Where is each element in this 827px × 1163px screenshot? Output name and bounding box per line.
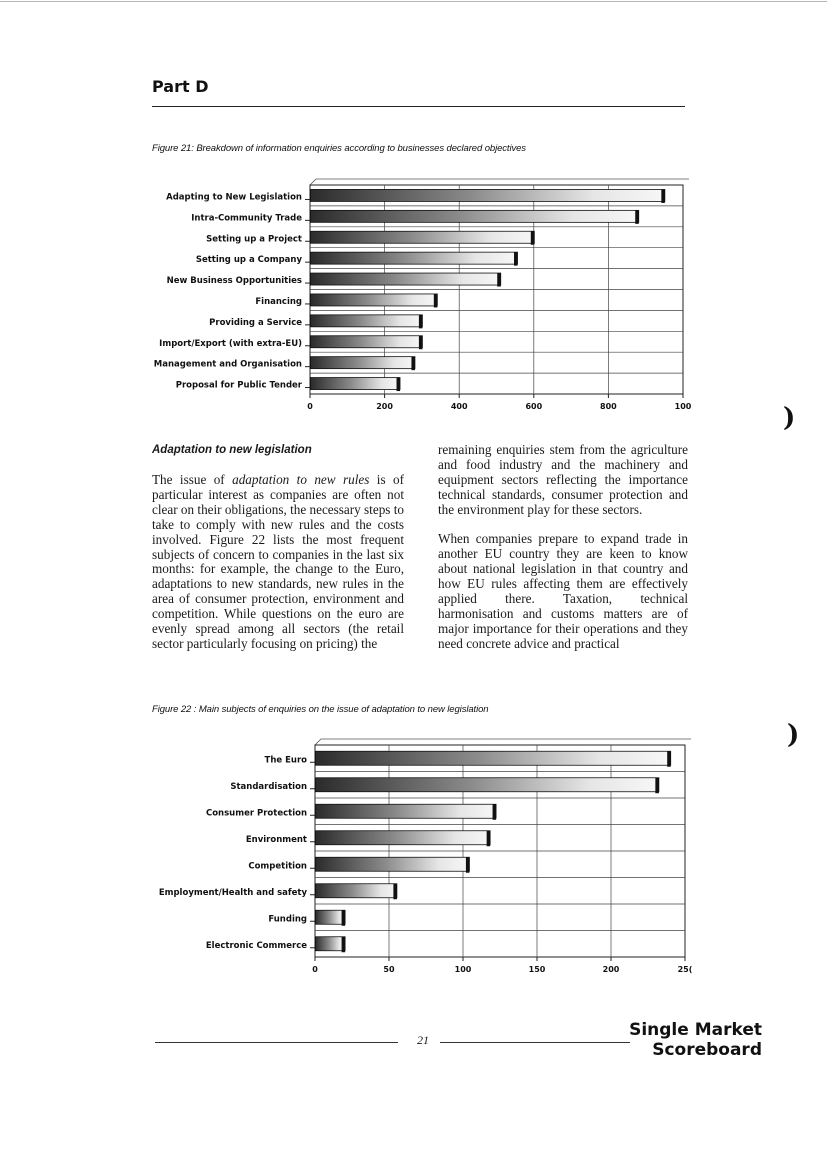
- x-tick-label: 150: [528, 965, 546, 974]
- figure-21-caption: Figure 21: Breakdown of information enquiries according to businesses declared objectives: [152, 143, 526, 154]
- category-label: Funding: [268, 914, 307, 925]
- x-tick-label: 100: [674, 402, 692, 411]
- bar: [316, 857, 470, 871]
- right-paragraph-1: remaining enquiries stem from the agriculture and food industry and the machinery and equipment sectors reflecting the importance technical standards, consumer protection and the environment play for these sectors.: [438, 442, 688, 517]
- bar-end-cap: [531, 231, 535, 245]
- bar-end-cap: [342, 937, 346, 953]
- bar: [316, 910, 346, 924]
- category-label: Management and Organisation: [153, 359, 302, 370]
- bar-end-cap: [635, 210, 639, 224]
- text-column-right: [438, 443, 688, 667]
- x-tick-label: 400: [450, 402, 468, 411]
- x-tick-label: 800: [600, 402, 617, 411]
- bar: [311, 294, 438, 306]
- figure-22-caption: Figure 22 : Main subjects of enquiries on the issue of adaptation to new legislation: [152, 704, 489, 715]
- category-label: Environment: [245, 834, 307, 845]
- left-paragraph: [152, 473, 404, 652]
- bar: [311, 336, 423, 348]
- bar: [316, 937, 346, 951]
- x-tick-label: 600: [525, 402, 543, 411]
- bar: [311, 273, 501, 285]
- emphasis-adaptation-to-new-rules: adaptation to new rules: [232, 472, 370, 487]
- bar-end-cap: [397, 378, 401, 392]
- bar: [316, 778, 659, 792]
- bar: [311, 210, 639, 222]
- x-tick-label: 0: [307, 402, 313, 411]
- brand-line-2: Scoreboard: [652, 1040, 762, 1060]
- brand-line-1: Single Market: [629, 1020, 762, 1040]
- left-paragraph-start: The issue of: [152, 472, 233, 487]
- chart-back-wall: [315, 739, 691, 745]
- bar: [316, 751, 671, 765]
- bar: [311, 378, 401, 390]
- category-label: Proposal for Public Tender: [175, 380, 302, 391]
- category-label: New Business Opportunities: [166, 276, 302, 287]
- part-title: Part D: [152, 77, 209, 96]
- category-label: The Euro: [264, 755, 307, 766]
- category-label: Standardisation: [230, 781, 307, 792]
- x-tick-label: 50: [383, 965, 395, 974]
- footer-line-left: [155, 1042, 398, 1043]
- category-label: Setting up a Company: [195, 255, 302, 266]
- x-tick-label: 200: [376, 402, 393, 411]
- category-label: Import/Export (with extra-EU): [159, 338, 302, 349]
- bar-end-cap: [393, 884, 397, 900]
- bar: [316, 804, 497, 818]
- category-label: Adapting to New Legislation: [166, 192, 302, 203]
- category-label: Setting up a Project: [206, 234, 302, 245]
- bar-end-cap: [667, 751, 671, 767]
- bar: [311, 315, 423, 327]
- x-tick-label: 0: [312, 965, 318, 974]
- bar-end-cap: [434, 294, 438, 308]
- bar-end-cap: [342, 910, 346, 926]
- top-border-line: [0, 1, 827, 2]
- right-paragraph-2: When companies prepare to expand trade in another EU country they are keen to know about national legislation in that country and how EU rules affecting them are effectively applied there. Taxation, technical harmonisation and customs matters are of major importance for their operations and they need concrete advice and practical: [438, 531, 688, 651]
- bar: [311, 189, 665, 201]
- bar: [316, 831, 491, 845]
- category-label: Consumer Protection: [205, 808, 307, 819]
- bar-end-cap: [419, 315, 423, 329]
- x-tick-label: 100: [454, 965, 472, 974]
- category-label: Electronic Commerce: [205, 940, 307, 951]
- title-divider: [152, 106, 685, 107]
- x-tick-label: 25(: [677, 965, 693, 974]
- category-label: Providing a Service: [209, 317, 302, 328]
- bar-end-cap: [655, 778, 659, 794]
- footer-line-right: [440, 1042, 630, 1043]
- bar: [316, 884, 397, 898]
- category-label: Employment/Health and safety: [158, 887, 307, 898]
- text-column-left: [152, 473, 404, 667]
- bar: [311, 231, 535, 243]
- section-heading: Adaptation to new legislation: [152, 444, 312, 456]
- bar-end-cap: [497, 273, 501, 287]
- binder-mark-bottom: ): [787, 720, 800, 750]
- figure-22-chart: [0, 730, 827, 980]
- category-label: Competition: [248, 861, 307, 872]
- bar-end-cap: [514, 252, 518, 266]
- bar-end-cap: [487, 831, 491, 847]
- bar: [311, 252, 518, 264]
- bar-end-cap: [493, 804, 497, 820]
- category-label: Intra-Community Trade: [191, 213, 302, 224]
- chart-back-wall: [310, 179, 689, 185]
- bar-end-cap: [466, 857, 470, 873]
- bar-end-cap: [661, 189, 665, 203]
- left-paragraph-rest: is of particular interest as companies are often not clear on their obligations, the necessary steps to take to comply with new rules and the costs involved. Figure 22 lists the most frequent subjects of concern to companies in the last six months: for example, the change to the Euro, adaptations to new standards, new rules in the area of consumer protection, environment and competition. While questions on the euro are evenly spread among all sectors (the retail sector particularly focusing on pricing) the: [152, 472, 404, 651]
- bar-end-cap: [411, 357, 415, 371]
- bar-end-cap: [419, 336, 423, 350]
- bar: [311, 357, 415, 369]
- binder-mark-top: ): [783, 403, 796, 433]
- category-label: Financing: [255, 296, 302, 307]
- figure-21-chart: [0, 170, 827, 470]
- x-tick-label: 200: [602, 965, 620, 974]
- page-number: 21: [417, 1033, 429, 1047]
- brand-logo-text: [629, 1020, 762, 1060]
